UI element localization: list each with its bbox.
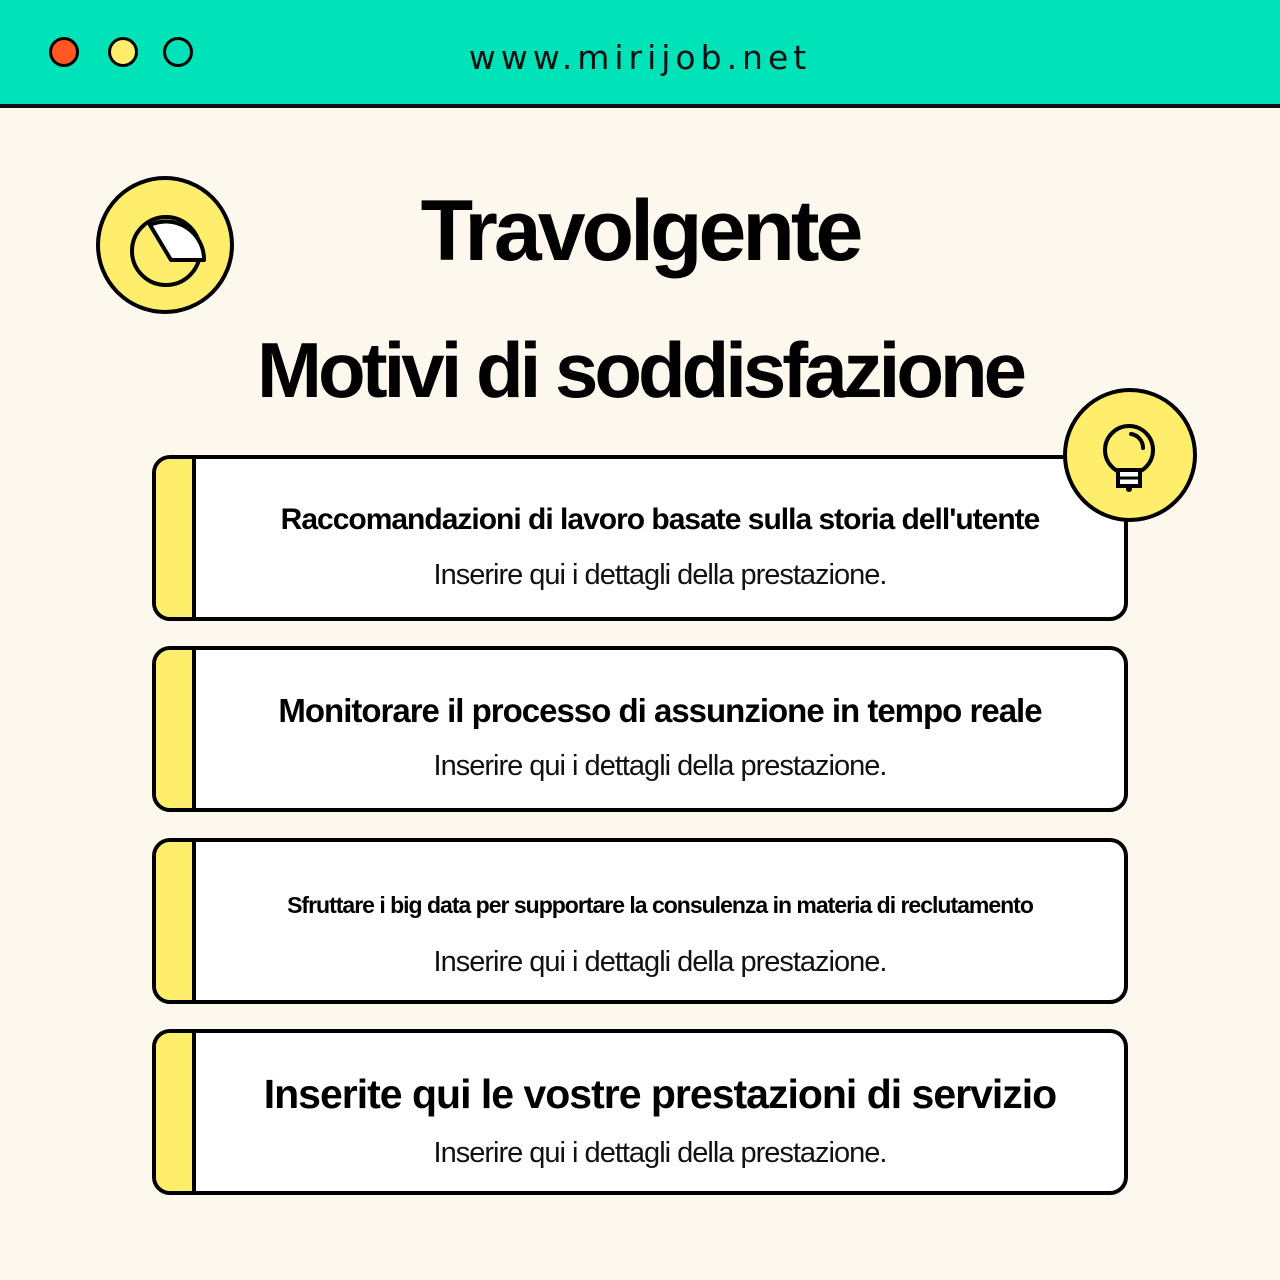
card-detail: Inserire qui i dettagli della prestazione.: [433, 946, 887, 978]
feature-card: [152, 455, 1128, 621]
card-detail: Inserire qui i dettagli della prestazione.: [433, 559, 887, 591]
card-detail: Inserire qui i dettagli della prestazione.: [433, 750, 887, 782]
card-heading: Sfruttare i big data per supportare la consulenza in materia di reclutamento: [287, 892, 1033, 918]
page-title: Travolgente: [420, 183, 860, 279]
feature-card: [152, 646, 1128, 812]
lightbulb-badge: [1063, 388, 1197, 522]
card-accent-stripe: [156, 650, 196, 808]
card-accent-stripe: [156, 1033, 196, 1191]
card-heading: Monitorare il processo di assunzione in tempo reale: [278, 692, 1042, 729]
card-accent-stripe: [156, 459, 196, 617]
card-heading: Raccomandazioni di lavoro basate sulla storia dell'utente: [280, 503, 1040, 536]
card-heading: Inserite qui le vostre prestazioni di servizio: [263, 1071, 1057, 1117]
card-accent-stripe: [156, 842, 196, 1000]
feature-card: [152, 838, 1128, 1004]
lightbulb-icon: [1067, 392, 1193, 518]
page-subtitle: Motivi di soddisfazione: [256, 326, 1024, 414]
url-text: www.mirijob.net: [468, 38, 812, 77]
feature-card: [152, 1029, 1128, 1195]
browser-top-bar: [0, 0, 1280, 108]
card-detail: Inserire qui i dettagli della prestazione.: [433, 1137, 887, 1169]
